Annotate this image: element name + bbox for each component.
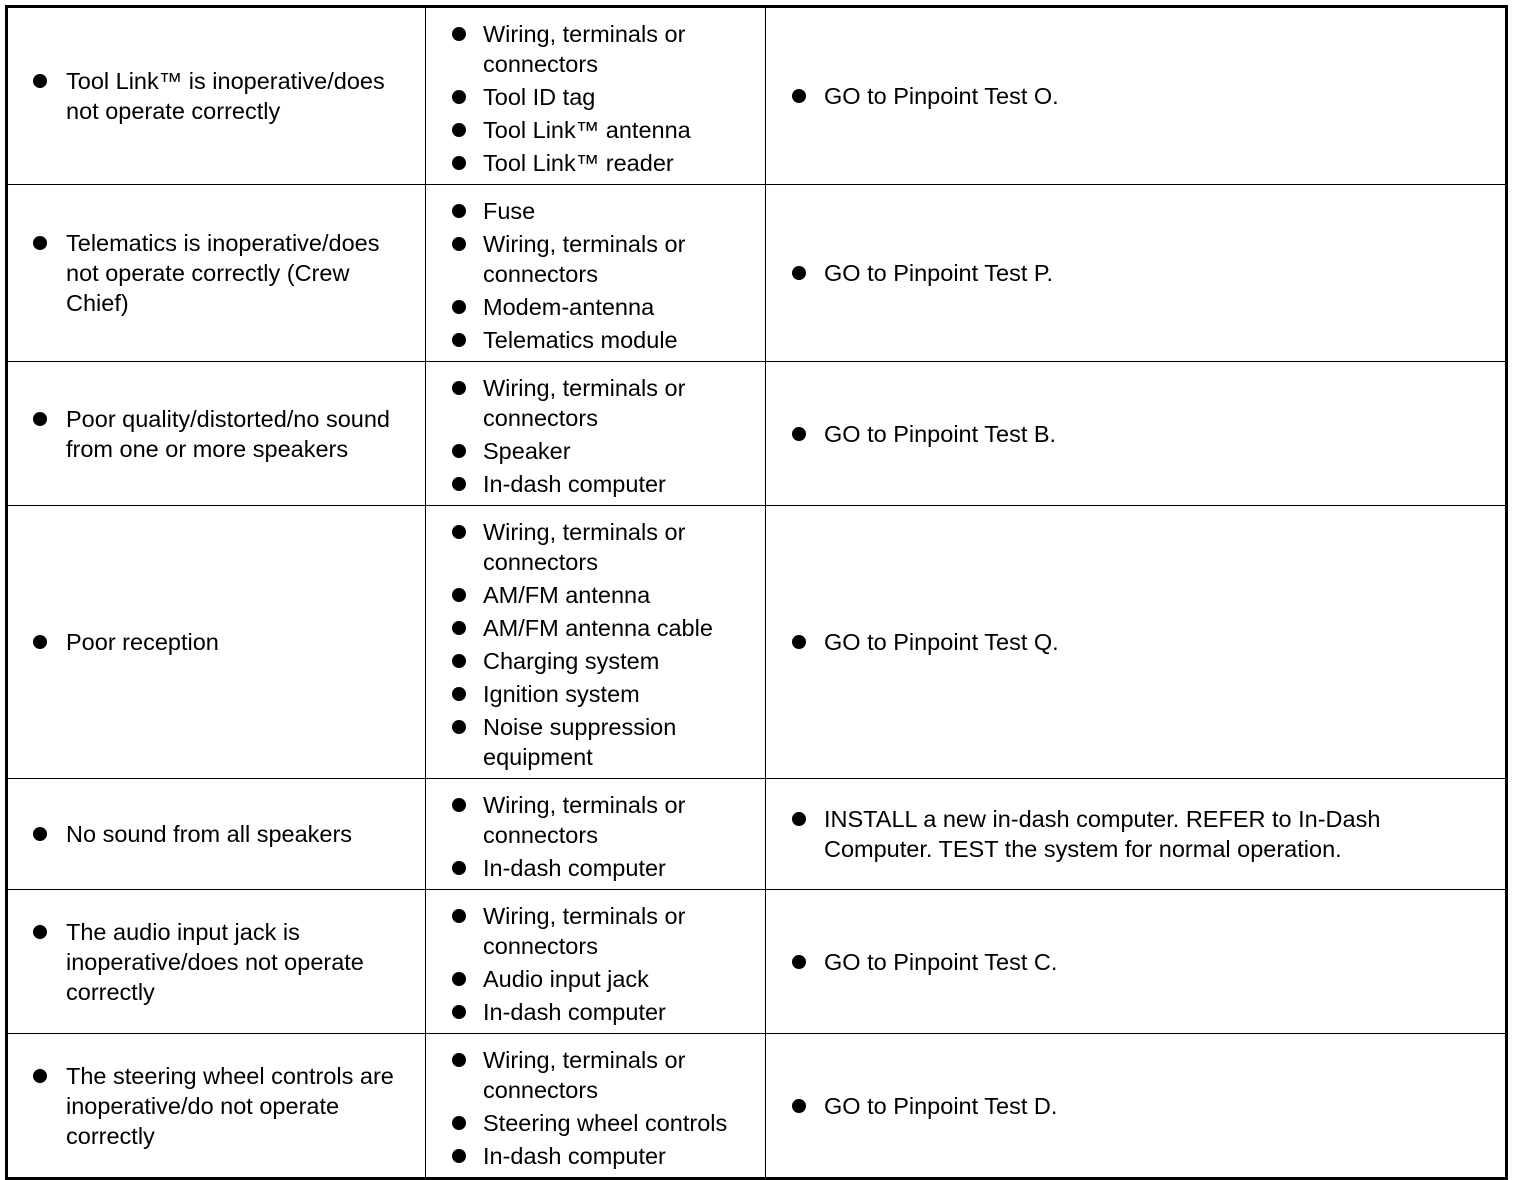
condition-text: Poor reception — [8, 627, 425, 657]
table-row — [7, 362, 1507, 506]
condition-cell — [7, 1034, 426, 1179]
condition-cell — [7, 185, 426, 362]
condition-text: The steering wheel controls are inoperative/do not operate correctly — [8, 1061, 425, 1151]
source-item: In-dash computer — [426, 469, 765, 499]
condition-text: Poor quality/distorted/no sound from one or more speakers — [8, 404, 425, 464]
action-cell — [766, 185, 1507, 362]
possible-sources-cell — [426, 779, 766, 890]
condition-cell — [7, 362, 426, 506]
source-item: In-dash computer — [426, 997, 765, 1027]
action-cell — [766, 1034, 1507, 1179]
source-item: Wiring, terminals or connectors — [426, 901, 765, 961]
possible-sources-cell — [426, 362, 766, 506]
source-item: Wiring, terminals or connectors — [426, 517, 765, 577]
condition-text: The audio input jack is inoperative/does not operate correctly — [8, 917, 425, 1007]
source-item: Wiring, terminals or connectors — [426, 19, 765, 79]
source-item: Speaker — [426, 436, 765, 466]
table-row — [7, 890, 1507, 1034]
source-item: Fuse — [426, 196, 765, 226]
source-item: AM/FM antenna — [426, 580, 765, 610]
source-item: Wiring, terminals or connectors — [426, 229, 765, 289]
source-item: Tool Link™ antenna — [426, 115, 765, 145]
action-text: GO to Pinpoint Test O. — [766, 81, 1505, 111]
source-item: Audio input jack — [426, 964, 765, 994]
action-text: GO to Pinpoint Test B. — [766, 419, 1505, 449]
table-row — [7, 506, 1507, 779]
possible-sources-cell — [426, 7, 766, 185]
source-item: Tool ID tag — [426, 82, 765, 112]
source-item: Ignition system — [426, 679, 765, 709]
condition-text: Tool Link™ is inoperative/does not operate correctly — [8, 66, 425, 126]
action-text: GO to Pinpoint Test Q. — [766, 627, 1505, 657]
action-text: GO to Pinpoint Test C. — [766, 947, 1505, 977]
source-item: Charging system — [426, 646, 765, 676]
source-item: Noise suppression equipment — [426, 712, 765, 772]
source-item: Telematics module — [426, 325, 765, 355]
condition-cell — [7, 506, 426, 779]
condition-cell — [7, 7, 426, 185]
possible-sources-cell — [426, 506, 766, 779]
source-item: Wiring, terminals or connectors — [426, 373, 765, 433]
table-row — [7, 185, 1507, 362]
table-row — [7, 7, 1507, 185]
condition-text: No sound from all speakers — [8, 819, 425, 849]
source-item: AM/FM antenna cable — [426, 613, 765, 643]
source-item: Wiring, terminals or connectors — [426, 1045, 765, 1105]
action-cell — [766, 890, 1507, 1034]
condition-cell — [7, 890, 426, 1034]
action-cell — [766, 7, 1507, 185]
source-item: In-dash computer — [426, 1141, 765, 1171]
source-item: Steering wheel controls — [426, 1108, 765, 1138]
table-row — [7, 1034, 1507, 1179]
source-item: Modem-antenna — [426, 292, 765, 322]
action-text: GO to Pinpoint Test P. — [766, 258, 1505, 288]
condition-text: Telematics is inoperative/does not operate correctly (Crew Chief) — [8, 228, 425, 318]
source-item: Wiring, terminals or connectors — [426, 790, 765, 850]
source-item: Tool Link™ reader — [426, 148, 765, 178]
source-item: In-dash computer — [426, 853, 765, 883]
action-text: GO to Pinpoint Test D. — [766, 1091, 1505, 1121]
table-row — [7, 779, 1507, 890]
action-text: INSTALL a new in-dash computer. REFER to In-Dash Computer. TEST the system for normal operation. — [766, 804, 1505, 864]
action-cell — [766, 362, 1507, 506]
action-cell — [766, 779, 1507, 890]
possible-sources-cell — [426, 890, 766, 1034]
action-cell — [766, 506, 1507, 779]
symptom-chart-table — [5, 5, 1508, 1180]
possible-sources-cell — [426, 185, 766, 362]
possible-sources-cell — [426, 1034, 766, 1179]
condition-cell — [7, 779, 426, 890]
